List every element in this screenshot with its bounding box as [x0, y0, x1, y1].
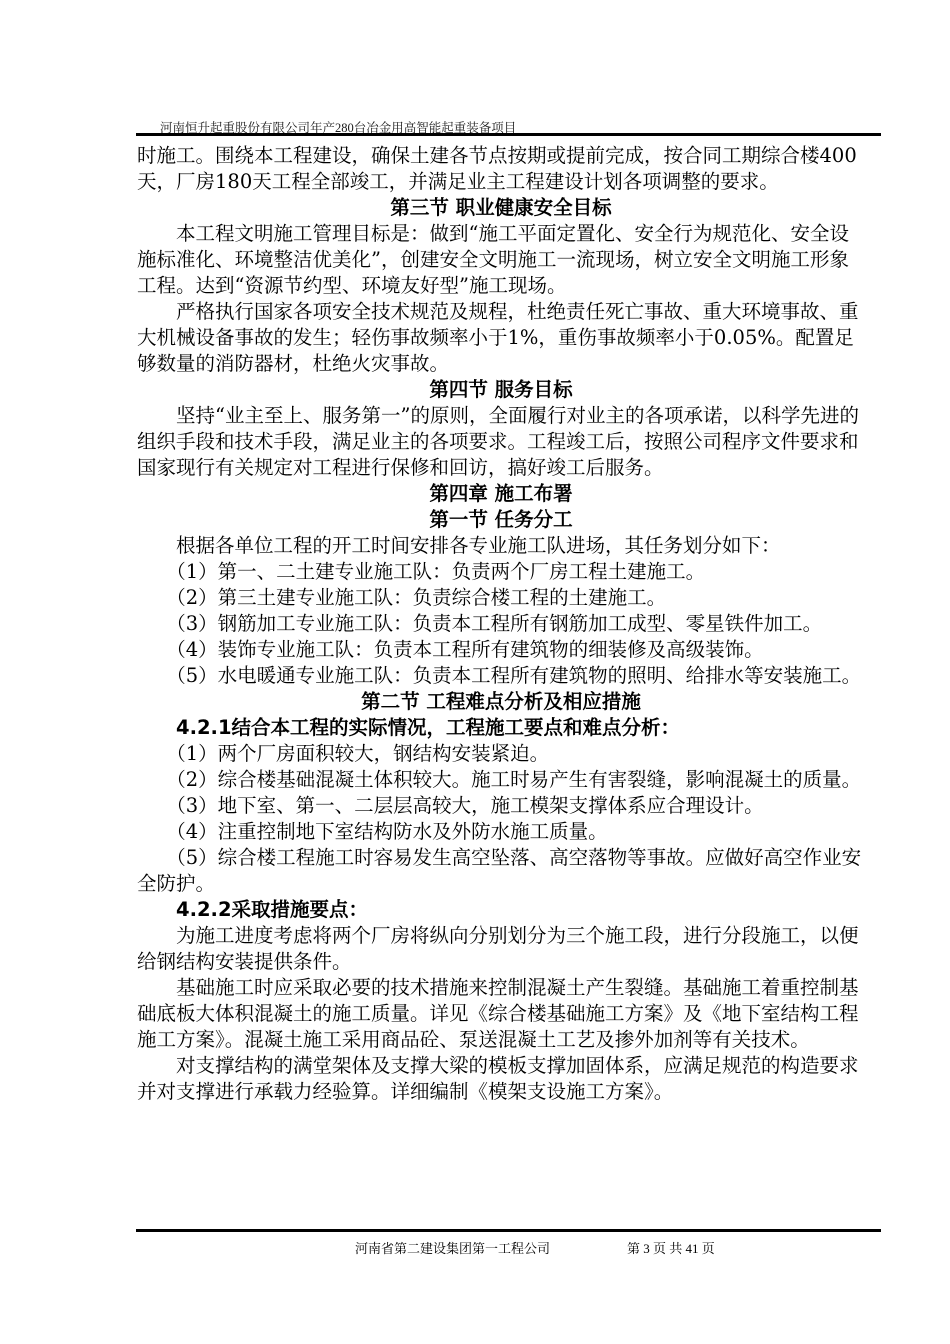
section-heading: 第二节 工程难点分析及相应措施: [361, 690, 641, 713]
section-heading: 第四节 服务目标: [429, 378, 573, 401]
section-heading: 第三节 职业健康安全目标: [390, 196, 612, 219]
paragraph: 对支撑结构的满堂架体及支撑大梁的模板支撑加固体系，应满足规范的构造要求并对支撑进行承载力经验算。详细编制《模架支设施工方案》。: [137, 1054, 859, 1103]
page-number: 第 3 页 共 41 页: [627, 1241, 715, 1256]
header-project-title: 河南恒升起重股份有限公司年产280台冶金用高智能起重装备项目: [160, 121, 517, 135]
list-item: （3）钢筋加工专业施工队：负责本工程所有钢筋加工成型、零星铁件加工。: [166, 612, 823, 635]
paragraph: 根据各单位工程的开工时间安排各专业施工队进场，其任务划分如下：: [176, 534, 781, 557]
list-item: （4）装饰专业施工队：负责本工程所有建筑物的细装修及高级装饰。: [166, 638, 764, 661]
list-item: （5）综合楼工程施工时容易发生高空坠落、高空落物等事故。应做好高空作业安全防护。: [137, 846, 862, 895]
paragraph: 时施工。围绕本工程建设，确保土建各节点按期或提前完成，按合同工期综合楼400天，厂房180天工程全部竣工，并满足业主工程建设计划各项调整的要求。: [137, 144, 857, 193]
list-item: （1）第一、二土建专业施工队：负责两个厂房工程土建施工。: [166, 560, 706, 583]
paragraph: 基础施工时应采取必要的技术措施来控制混凝土产生裂缝。基础施工着重控制基础底板大体积混凝土的施工质量。详见《综合楼基础施工方案》及《地下室结构工程施工方案》。混凝土施工采用商品砼、泵送混凝土工艺及掺外加剂等有关技术。: [137, 976, 859, 1051]
footer-company: 河南省第二建设集团第一工程公司: [355, 1241, 551, 1256]
paragraph: 严格执行国家各项安全技术规范及规程，杜绝责任死亡事故、重大环境事故、重大机械设备事故的发生；轻伤事故频率小于1%，重伤事故频率小于0.05%。配置足够数量的消防器材，杜绝火灾事故。: [137, 300, 859, 375]
list-item: （5）水电暖通专业施工队：负责本工程所有建筑物的照明、给排水等安装施工。: [166, 664, 862, 687]
list-item: （2）第三土建专业施工队：负责综合楼工程的土建施工。: [166, 586, 667, 609]
body-content: [137, 143, 865, 1105]
list-item: （1）两个厂房面积较大，钢结构安装紧迫。: [166, 742, 550, 765]
paragraph: 坚持“业主至上、服务第一”的原则，全面履行对业主的各项承诺，以科学先进的组织手段和技术手段，满足业主的各项要求。工程竣工后，按照公司程序文件要求和国家现行有关规定对工程进行保修和回访，搞好竣工后服务。: [137, 404, 859, 479]
list-item: （4）注重控制地下室结构防水及外防水施工质量。: [166, 820, 608, 843]
subsection-heading: 4.2.1结合本工程的实际情况，工程施工要点和难点分析：: [176, 716, 681, 739]
list-item: （2）综合楼基础混凝土体积较大。施工时易产生有害裂缝，影响混凝土的质量。: [166, 768, 862, 791]
header-rule: [136, 133, 881, 136]
paragraph: 本工程文明施工管理目标是：做到“施工平面定置化、安全行为规范化、安全设施标准化、环境整洁优美化”，创建安全文明施工一流现场，树立安全文明施工形象工程。达到“资源节约型、环境友好型”施工现场。: [137, 222, 849, 297]
chapter-heading: 第四章 施工布署: [429, 482, 573, 505]
section-heading: 第一节 任务分工: [429, 508, 573, 531]
list-item: （3）地下室、第一、二层层高较大，施工模架支撑体系应合理设计。: [166, 794, 764, 817]
paragraph: 为施工进度考虑将两个厂房将纵向分别划分为三个施工段，进行分段施工，以便给钢结构安装提供条件。: [137, 924, 859, 973]
subsection-heading: 4.2.2采取措施要点：: [176, 898, 369, 921]
footer-rule: [136, 1229, 881, 1232]
